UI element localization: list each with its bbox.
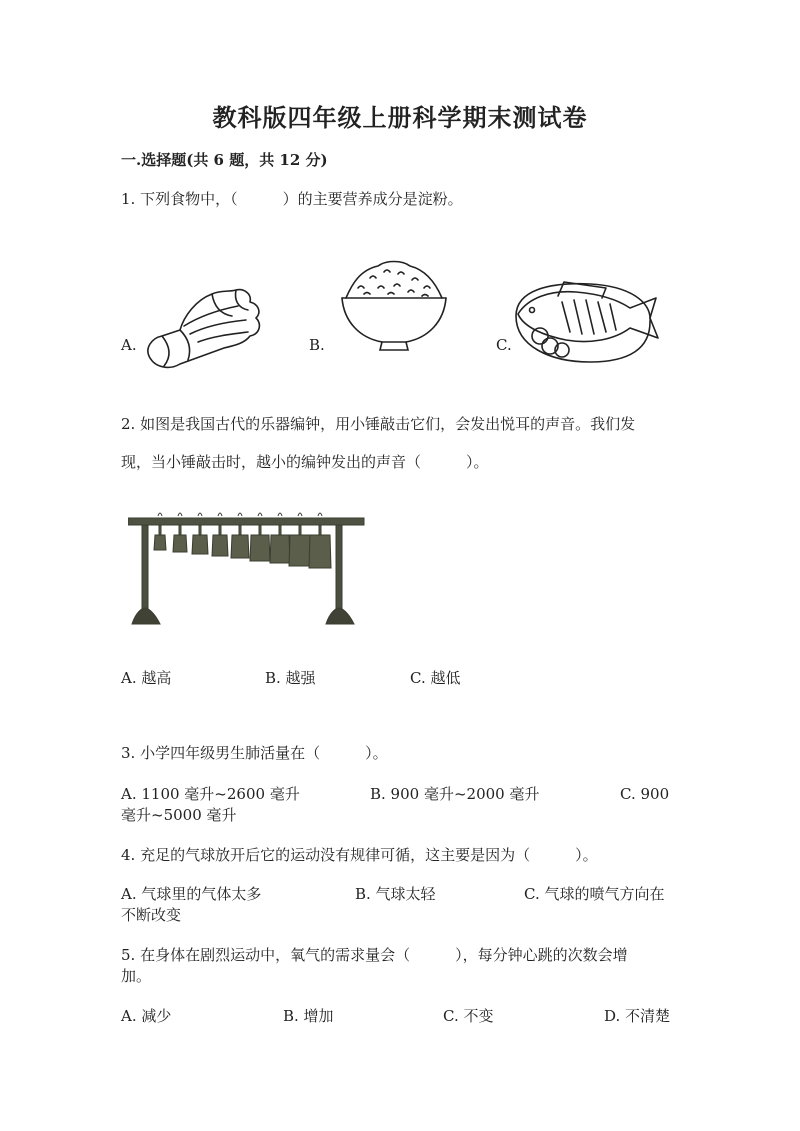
question-5-stem-line2: 加。 [121,967,152,985]
question-3-stem: 3. 小学四年级男生肺活量在（ ）。 [121,744,388,762]
question-2-option-a: A. 越高 [121,669,172,687]
question-1-option-c: C. [496,336,512,354]
section-heading: 一.选择题(共 6 题，共 12 分) [121,151,328,169]
rice-bowl-image [338,258,450,354]
question-4-option-b: B. 气球太轻 [355,885,436,903]
question-2-stem-line2: 现，当小锤敲击时，越小的编钟发出的声音（ ）。 [121,453,489,471]
question-4-stem: 4. 充足的气球放开后它的运动没有规律可循，这主要是因为（ ）。 [121,846,598,864]
question-5-option-c: C. 不变 [443,1007,494,1025]
fish-image [510,276,660,368]
question-4-option-c: C. 气球的喷气方向在 [524,885,665,903]
question-3-option-c: C. 900 [620,785,670,803]
question-2-stem-line1: 2. 如图是我国古代的乐器编钟，用小锤敲击它们，会发出悦耳的声音。我们发 [121,415,636,433]
question-2-option-b: B. 越强 [265,669,316,687]
question-1-option-b: B. [309,336,325,354]
chime-bells-image [128,508,366,626]
question-1-option-a: A. [121,336,137,354]
question-3-option-c-cont: 毫升~5000 毫升 [121,806,237,824]
question-2-option-c: C. 越低 [410,669,461,687]
question-5-option-a: A. 减少 [121,1007,172,1025]
question-3-option-b: B. 900 毫升~2000 毫升 [370,785,540,803]
question-5-option-b: B. 增加 [283,1007,334,1025]
cabbage-image [140,286,265,372]
page-title: 教科版四年级上册科学期末测试卷 [212,103,588,132]
question-5-stem-line1: 5. 在身体在剧烈运动中，氧气的需求量会（ ），每分钟心跳的次数会增 [121,946,628,964]
question-3-option-a: A. 1100 毫升~2600 毫升 [121,785,300,803]
question-4-option-a: A. 气球里的气体太多 [121,885,262,903]
question-1-stem: 1. 下列食物中，（ ）的主要营养成分是淀粉。 [121,190,463,208]
question-4-option-c-cont: 不断改变 [121,906,182,924]
question-5-option-d: D. 不清楚 [604,1007,671,1025]
